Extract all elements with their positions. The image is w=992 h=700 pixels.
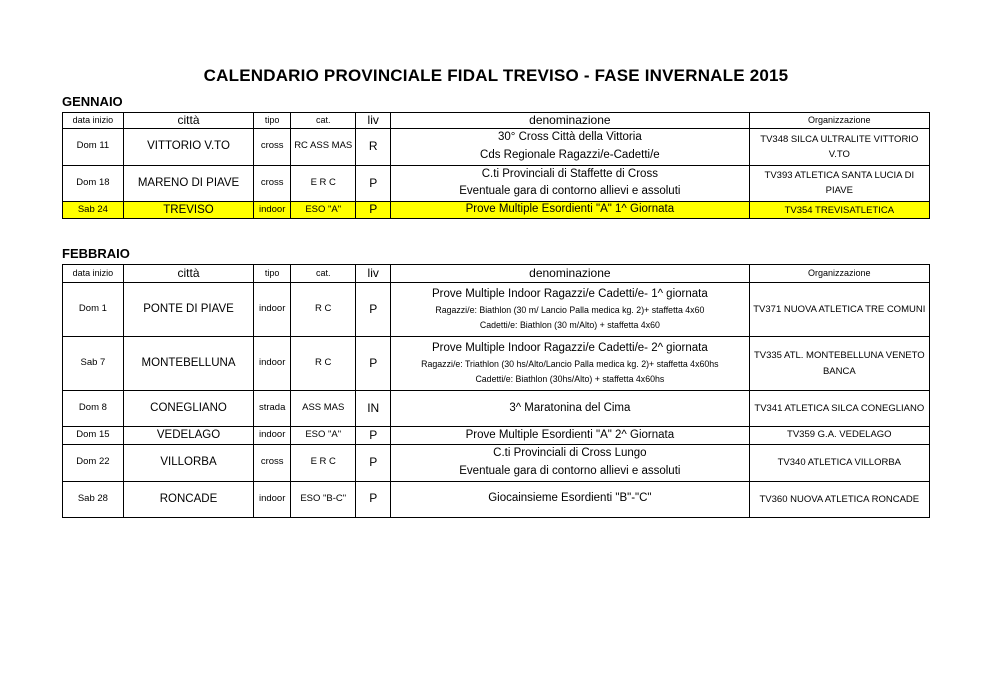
cell-cat: R C [291,337,356,391]
table-row [63,481,930,517]
den-line: C.ti Provinciali di Staffette di Cross [481,167,658,180]
den-line: Prove Multiple Indoor Ragazzi/e Cadetti/e- 2^ giornata [431,341,708,354]
cell-date: Sab 24 [63,202,124,219]
cell-org: TV335 ATL. MONTEBELLUNA VENETO BANCA [749,337,929,391]
cell-org: TV359 G.A. VEDELAGO [749,427,929,445]
cell-den [391,165,750,202]
den-line: 3^ Maratonina del Cima [509,401,631,414]
cell-den [391,445,750,482]
cell-city: VILLORBA [123,445,253,482]
cell-city: VITTORIO V.TO [123,129,253,166]
den-line: Eventuale gara di contorno allievi e assoluti [459,185,681,198]
table-row [63,427,930,445]
cell-city: RONCADE [123,481,253,517]
table-header [63,113,930,129]
cell-cat: E R C [291,445,356,482]
cell-tipo: indoor [254,202,291,219]
table-row [63,165,930,202]
cell-cat: E R C [291,165,356,202]
header-date: data inizio [63,265,124,283]
header-den: denominazione [391,265,750,283]
cell-cat: ASS MAS [291,391,356,427]
header-org: Organizzazione [749,265,929,283]
cell-date: Sab 7 [63,337,124,391]
cell-date: Dom 15 [63,427,124,445]
cell-den [391,427,750,445]
cell-date: Dom 11 [63,129,124,166]
cell-tipo: indoor [254,481,291,517]
cell-cat: R C [291,283,356,337]
header-liv: liv [356,113,391,129]
den-line: Cds Regionale Ragazzi/e-Cadetti/e [480,148,660,161]
cell-city: MARENO DI PIAVE [123,165,253,202]
header-org: Organizzazione [749,113,929,129]
den-line: Prove Multiple Esordienti "A" 2^ Giornata [465,429,675,442]
cell-org: TV348 SILCA ULTRALITE VITTORIO V.TO [749,129,929,166]
page-title: CALENDARIO PROVINCIALE FIDAL TREVISO - FASE INVERNALE 2015 [203,66,789,85]
section-gennaio: GENNAIO [62,94,123,109]
cell-den [391,481,750,517]
header-date: data inizio [63,113,124,129]
header-city: città [123,265,253,283]
cell-city: PONTE DI PIAVE [123,283,253,337]
cell-date: Sab 28 [63,481,124,517]
cell-date: Dom 18 [63,165,124,202]
den-line: Prove Multiple Indoor Ragazzi/e Cadetti/e- 1^ giornata [431,287,708,300]
table-febbraio [62,264,930,518]
cell-liv: P [356,337,391,391]
cell-date: Dom 22 [63,445,124,482]
cell-cat: RC ASS MAS [291,129,356,166]
den-line: Giocainsieme Esordienti "B"-"C" [488,492,652,505]
table-row [63,445,930,482]
cell-liv: R [356,129,391,166]
cell-tipo: cross [254,165,291,202]
den-subline: Cadetti/e: Biathlon (30hs/Alto) + staffetta 4x60hs [475,374,665,385]
den-subline: Ragazzi/e: Triathlon (30 hs/Alto/Lancio Palla medica kg. 2)+ staffetta 4x60hs [421,359,719,370]
den-subline: Ragazzi/e: Biathlon (30 m/ Lancio Palla medica kg. 2)+ staffetta 4x60 [435,305,705,316]
header-tipo: tipo [254,113,291,129]
cell-tipo: cross [254,129,291,166]
header-cat: cat. [291,113,356,129]
cell-date: Dom 1 [63,283,124,337]
cell-den [391,129,750,166]
table-header [63,265,930,283]
cell-org: TV340 ATLETICA VILLORBA [749,445,929,482]
cell-tipo: indoor [254,337,291,391]
header-city: città [123,113,253,129]
header-tipo: tipo [254,265,291,283]
cell-date: Dom 8 [63,391,124,427]
cell-city: MONTEBELLUNA [123,337,253,391]
den-line: C.ti Provinciali di Cross Lungo [493,447,647,459]
cell-city: VEDELAGO [123,427,253,445]
cell-den [391,337,750,391]
cell-cat: ESO "B-C" [291,481,356,517]
cell-tipo: cross [254,445,291,482]
cell-liv: P [356,283,391,337]
den-line: Prove Multiple Esordienti "A" 1^ Giornata [465,203,675,216]
table-row [63,391,930,427]
table-gennaio [62,112,930,219]
cell-org: TV393 ATLETICA SANTA LUCIA DI PIAVE [749,165,929,202]
den-line: Eventuale gara di contorno allievi e assoluti [459,464,681,477]
table-row [63,337,930,391]
cell-liv: P [356,445,391,482]
header-cat: cat. [291,265,356,283]
header-liv: liv [356,265,391,283]
cell-liv: P [356,427,391,445]
cell-liv: P [356,202,391,219]
table-row [63,283,930,337]
cell-city: TREVISO [123,202,253,219]
cell-org: TV341 ATLETICA SILCA CONEGLIANO [749,391,929,427]
den-line: 30° Cross Città della Vittoria [497,131,642,143]
cell-org: TV360 NUOVA ATLETICA RONCADE [749,481,929,517]
cell-cat: ESO "A" [291,202,356,219]
cell-liv: IN [356,391,391,427]
cell-liv: P [356,165,391,202]
section-febbraio: FEBBRAIO [62,246,130,261]
cell-liv: P [356,481,391,517]
cell-tipo: indoor [254,283,291,337]
den-subline: Cadetti/e: Biathlon (30 m/Alto) + staffetta 4x60 [479,320,660,331]
header-den: denominazione [391,113,750,129]
cell-den [391,202,750,219]
cell-org: TV354 TREVISATLETICA [749,202,929,219]
cell-city: CONEGLIANO [123,391,253,427]
table-row [63,129,930,166]
cell-den [391,283,750,337]
table-row-highlighted [63,202,930,219]
cell-tipo: indoor [254,427,291,445]
cell-cat: ESO "A" [291,427,356,445]
cell-org: TV371 NUOVA ATLETICA TRE COMUNI [749,283,929,337]
cell-tipo: strada [254,391,291,427]
cell-den [391,391,750,427]
